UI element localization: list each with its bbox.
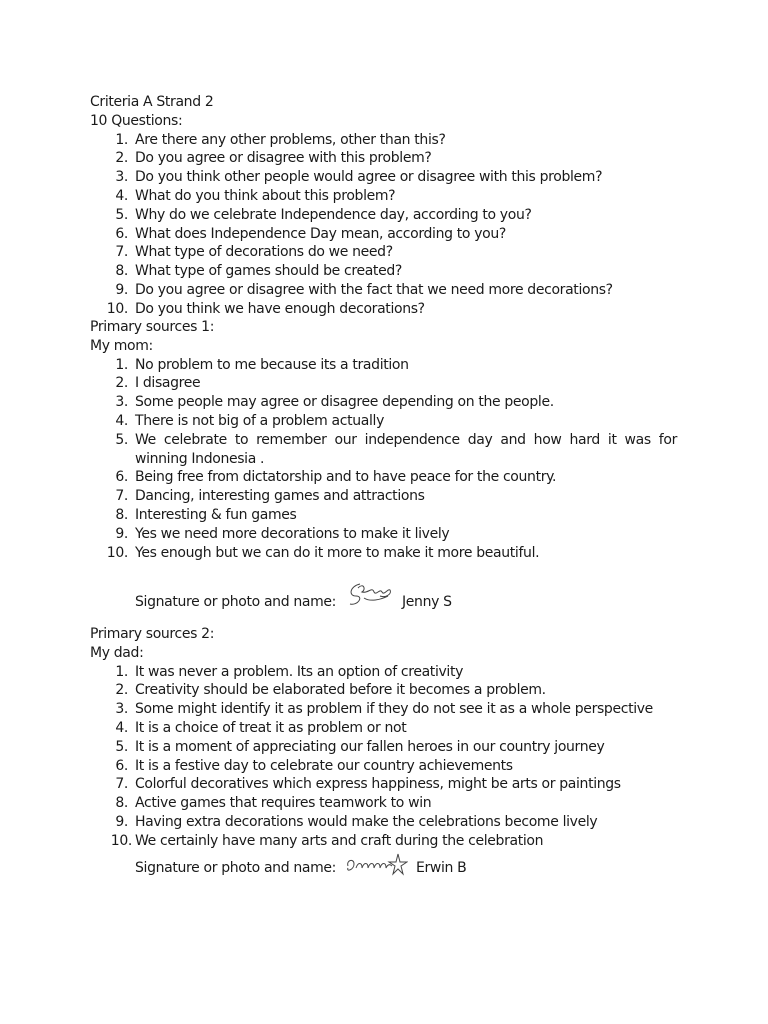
questions-section bbox=[90, 93, 690, 319]
list-item: 7. What type of decorations do we need? bbox=[115, 244, 393, 261]
list-item: 4. What do you think about this problem? bbox=[115, 187, 396, 204]
list-item: 3. Some people may agree or disagree depending on the people. bbox=[115, 394, 554, 411]
list-item: 7. Dancing, interesting games and attractions bbox=[115, 488, 425, 505]
answers-list bbox=[90, 663, 690, 851]
questions-list bbox=[90, 131, 690, 319]
list-item: 6. Being free from dictatorship and to have peace for the country. bbox=[115, 469, 557, 486]
list-item: 5. We celebrate to remember our independence day and how hard it was for winning Indonesia . bbox=[115, 431, 677, 467]
list-item: 10. Yes enough but we can do it more to make it more beautiful. bbox=[106, 544, 540, 561]
list-item: 3. Do you think other people would agree or disagree with this problem? bbox=[115, 169, 603, 186]
list-item: 8. Active games that requires teamwork to win bbox=[115, 795, 432, 812]
list-item: 6. What does Independence Day mean, according to you? bbox=[115, 225, 506, 242]
signature-label: Signature or photo and name: bbox=[135, 860, 337, 876]
signature-name: Jenny S bbox=[402, 594, 452, 610]
answers-list bbox=[90, 356, 690, 563]
signature-name: Erwin B bbox=[416, 860, 467, 876]
section-title: Primary sources 1: bbox=[90, 319, 215, 335]
list-item: 9. Do you agree or disagree with the fact that we need more decorations? bbox=[115, 281, 613, 298]
primary-source-1-section bbox=[90, 318, 690, 562]
signature-label: Signature or photo and name: bbox=[135, 594, 337, 610]
source-person: My dad: bbox=[90, 644, 144, 661]
list-item: 2. I disagree bbox=[115, 375, 201, 392]
list-item: 1. It was never a problem. Its an option of creativity bbox=[115, 663, 464, 680]
list-item: 2. Do you agree or disagree with this problem? bbox=[115, 150, 432, 167]
list-item: 1. No problem to me because its a tradition bbox=[115, 356, 409, 373]
list-item: 9. Yes we need more decorations to make it lively bbox=[115, 525, 450, 542]
list-item: 8. Interesting & fun games bbox=[115, 506, 297, 523]
list-item: 4. There is not big of a problem actually bbox=[115, 412, 385, 429]
handwritten-signature-icon bbox=[344, 852, 408, 876]
section-title: Primary sources 2: bbox=[90, 626, 215, 642]
questions-heading: 10 Questions: bbox=[90, 112, 183, 129]
signature-row-2 bbox=[135, 846, 466, 876]
list-item: 5. It is a moment of appreciating our fallen heroes in our country journey bbox=[115, 738, 605, 755]
list-item: 7. Colorful decoratives which express happiness, might be arts or paintings bbox=[115, 776, 621, 793]
list-item: 9. Having extra decorations would make the celebrations become lively bbox=[115, 813, 598, 830]
handwritten-signature-icon bbox=[346, 580, 394, 610]
signature-row-1 bbox=[135, 580, 452, 610]
list-item: 6. It is a festive day to celebrate our country achievements bbox=[115, 757, 513, 774]
list-item: 3. Some might identify it as problem if they do not see it as a whole perspective bbox=[115, 701, 653, 718]
list-item: 4. It is a choice of treat it as problem or not bbox=[115, 719, 407, 736]
list-item: 2. Creativity should be elaborated before it becomes a problem. bbox=[115, 682, 546, 699]
list-item: 1. Are there any other problems, other than this? bbox=[115, 131, 446, 148]
list-item: 5. Why do we celebrate Independence day, according to you? bbox=[115, 206, 532, 223]
primary-source-2-section bbox=[90, 625, 690, 851]
list-item: 8. What type of games should be created? bbox=[115, 263, 402, 280]
source-person: My mom: bbox=[90, 337, 153, 354]
list-item: 10. We certainly have many arts and craft during the celebration bbox=[110, 832, 544, 849]
document-title: Criteria A Strand 2 bbox=[90, 94, 214, 110]
list-item: 10. Do you think we have enough decorations? bbox=[106, 300, 425, 317]
